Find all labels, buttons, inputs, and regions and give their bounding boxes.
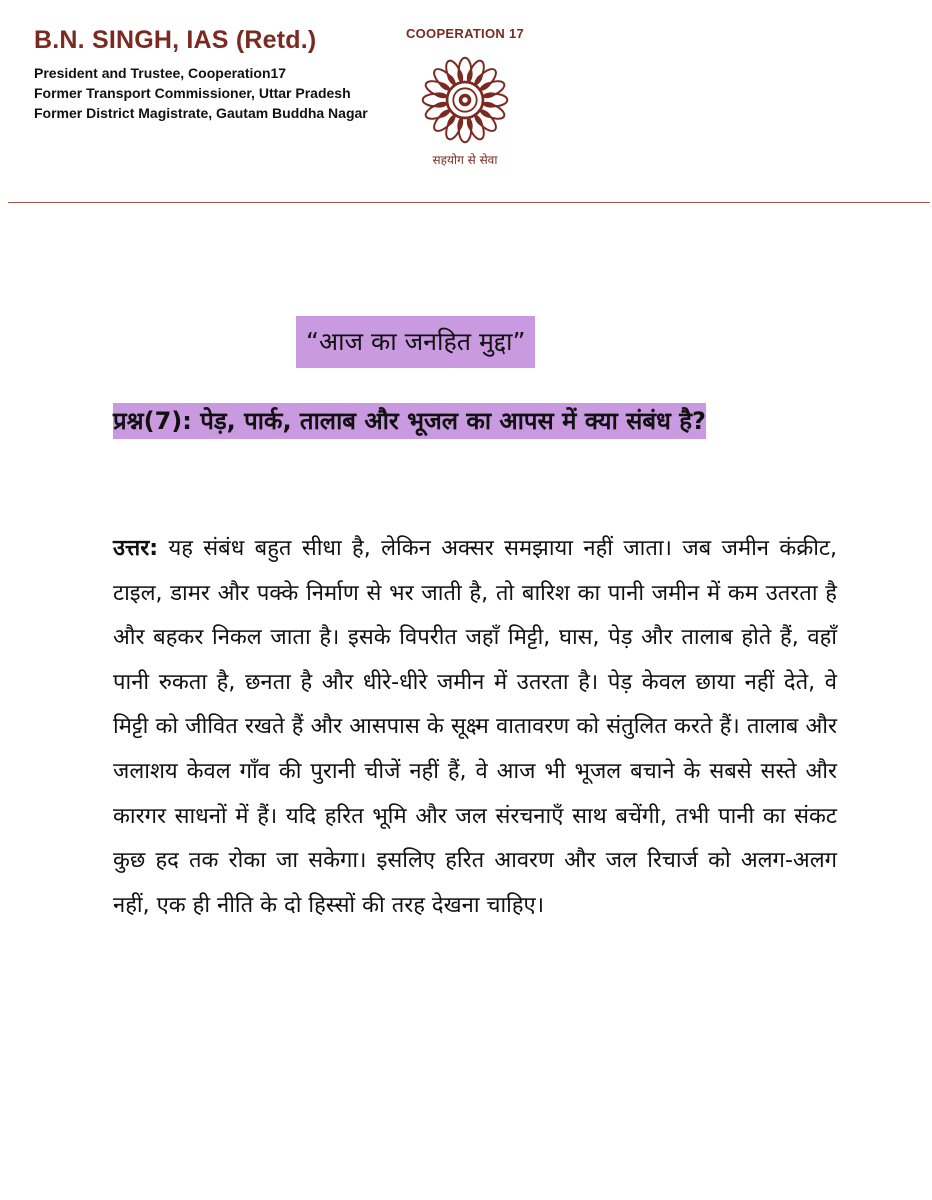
lotus-emblem-icon [420,55,510,145]
header-divider [8,202,930,203]
designation-line-3: Former District Magistrate, Gautam Buddha Nagar [34,105,368,121]
question-block [113,398,837,444]
answer-label: उत्तर: [113,536,159,561]
letterhead-left [34,26,368,123]
letterhead-right [390,26,540,168]
page-title: “आज का जनहित मुद्दा” [296,316,535,368]
answer-block [113,527,837,928]
designation-line-2: Former Transport Commissioner, Uttar Pradesh [34,85,351,101]
title-block [296,316,535,368]
answer-text: यह संबंध बहुत सीधा है, लेकिन अक्सर समझाया नहीं जाता। जब जमीन कंक्रीट, टाइल, डामर और पक्के निर्माण से भर जाती है, तो बारिश का पानी जमीन में कम उतरता है और बहकर निकल जाता है। इसके विपरीत जहाँ मिट्टी, घास, पेड़ और तालाब होते हैं, वहाँ पानी रुकता है, छनता है और धीरे-धीरे जमीन में उतरता है। पेड़ केवल छाया नहीं देते, वे मिट्टी को जीवित रखते हैं और आसपास के सूक्ष्म वातावरण को संतुलित करते हैं। तालाब और जलाशय केवल गाँव की पुरानी चीजें नहीं हैं, वे आज भी भूजल बचाने के सबसे सस्ते और कारगर साधनों में हैं। यदि हरित भूमि और जल संरचनाएँ साथ बचेंगी, तभी पानी का संकट कुछ हद तक रोका जा सकेगा। इसलिए हरित आवरण और जल रिचार्ज को अलग-अलग नहीं, एक ही नीति के दो हिस्सों की तरह देखना चाहिए। [113,536,837,918]
author-name: B.N. SINGH, IAS (Retd.) [34,26,317,54]
org-motto: सहयोग से सेवा [432,153,498,167]
org-name: COOPERATION 17 [405,26,525,41]
designation-line-1: President and Trustee, Cooperation17 [34,65,287,81]
question-text: प्रश्न(7): पेड़, पार्क, तालाब और भूजल का आपस में क्या संबंध है? [113,403,706,439]
